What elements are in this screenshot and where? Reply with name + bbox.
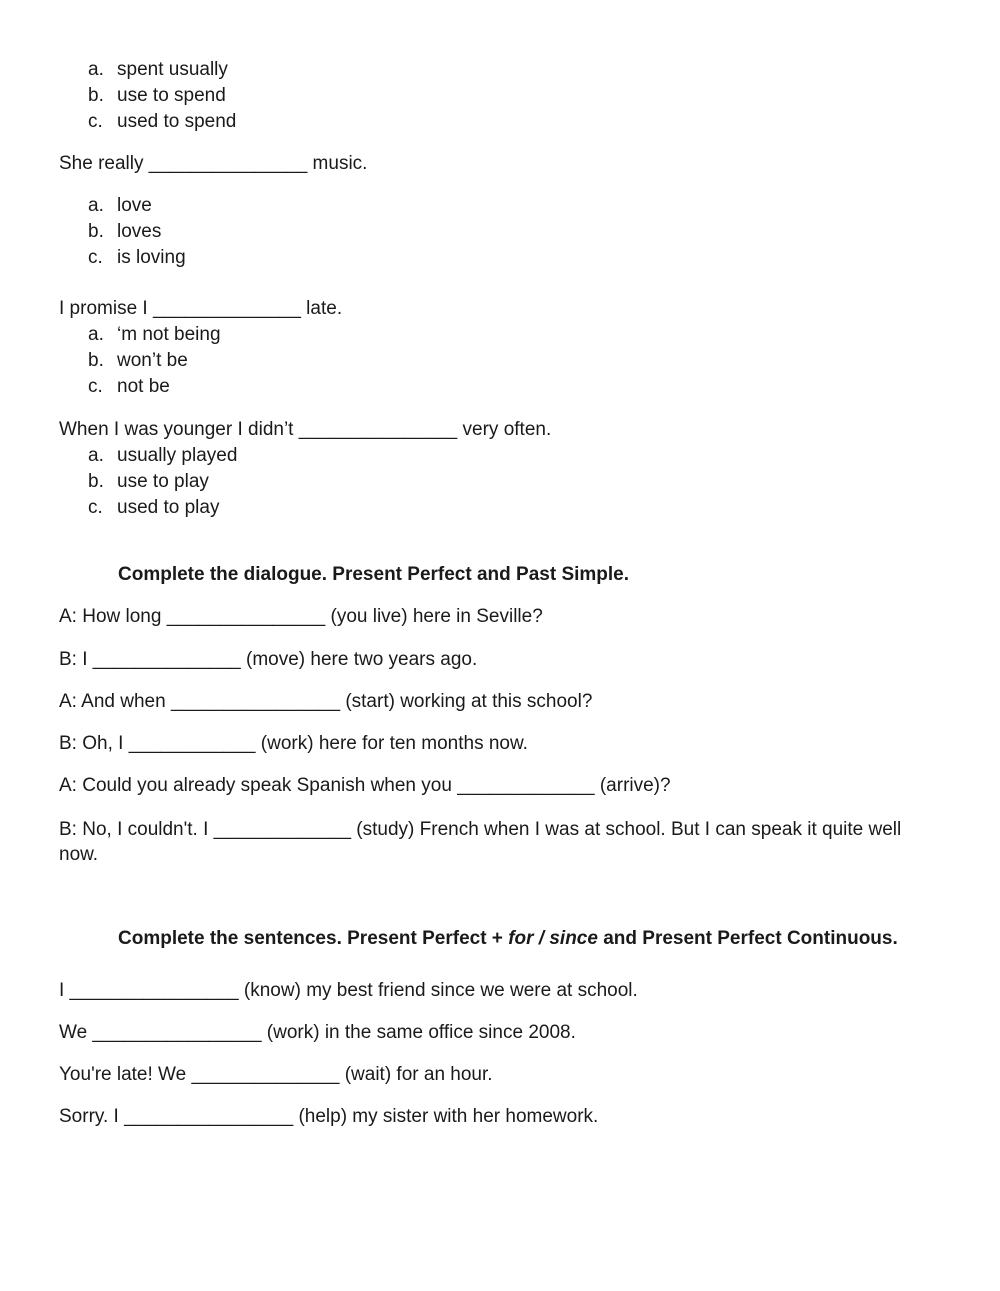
q2-option-b: b. loves [88,221,162,242]
q4-option-c: c. used to play [88,497,220,518]
sentence-line: Sorry. I ________________ (help) my sister with her homework. [59,1106,599,1127]
sentence-line: We ________________ (work) in the same office since 2008. [59,1022,576,1043]
q3-option-a: a. ‘m not being [88,324,221,345]
sentence-line: You're late! We ______________ (wait) for an hour. [59,1064,493,1085]
q4-option-a: a. usually played [88,445,238,466]
q1-option-a: a. spent usually [88,59,228,80]
dialogue-line: A: And when ________________ (start) working at this school? [59,691,593,712]
dialogue-line: A: How long _______________ (you live) here in Seville? [59,606,543,627]
q4-stem: When I was younger I didn’t _______________ very often. [59,419,552,440]
q4-option-b: b. use to play [88,471,209,492]
q1-option-b: b. use to spend [88,85,226,106]
q3-stem: I promise I ______________ late. [59,298,343,319]
section2-heading: Complete the sentences. Present Perfect + for / since and Present Perfect Continuous. [118,928,898,949]
q3-option-c: c. not be [88,376,170,397]
dialogue-line: B: Oh, I ____________ (work) here for ten months now. [59,733,528,754]
section1-heading: Complete the dialogue. Present Perfect and Past Simple. [118,564,630,585]
q2-option-a: a. love [88,195,152,216]
q2-option-c: c. is loving [88,247,186,268]
q2-stem: She really _______________ music. [59,153,368,174]
sentence-line: I ________________ (know) my best friend since we were at school. [59,980,638,1001]
q3-option-b: b. won’t be [88,350,188,371]
q1-option-c: c. used to spend [88,111,237,132]
dialogue-line: B: No, I couldn't. I _____________ (study) French when I was at school. But I can speak it quite well now. [59,819,902,865]
dialogue-line: A: Could you already speak Spanish when you _____________ (arrive)? [59,775,671,796]
dialogue-line: B: I ______________ (move) here two years ago. [59,649,478,670]
